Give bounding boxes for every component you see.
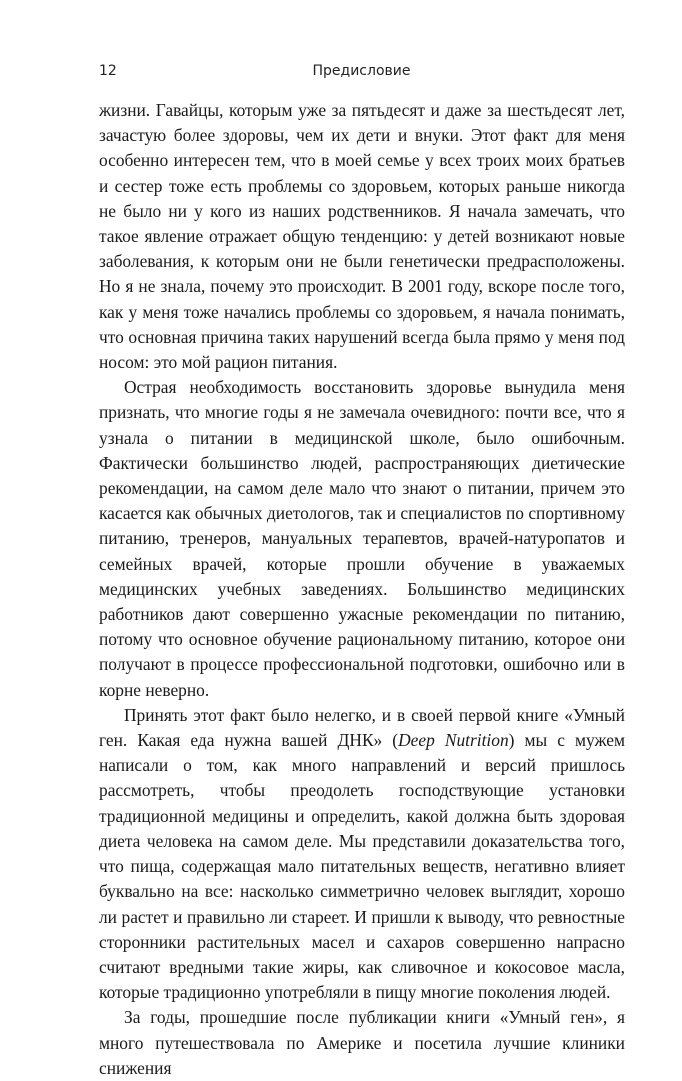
paragraph [99,1005,625,1081]
page-number: 12 [99,63,117,79]
paragraph-text: жизни. Гавайцы, которым уже за пятьдесят и даже за шестьдесят лет, зачастую более здоровы, чем их дети и внуки. Этот факт для меня особенно интересен тем, что в моей семье у всех троих моих братьев и сестер тоже есть проблемы со здоровьем, которых раньше никогда не было ни у кого из наших родственников. Я начала замечать, что такое явление отражает общую тенденцию: у детей возникают новые заболевания, к которым они не были генетически предрасположены. Но я не знала, почему это происходит. В 2001 году, вскоре после того, как у меня тоже начались проблемы со здоровьем, я начала понимать, что основная причина таких нарушений всегда была прямо у меня под носом: это мой рацион питания. [99,100,625,373]
paragraph [99,703,625,1005]
paragraph-text: Острая необходимость восстановить здоровье вынудила меня признать, что многие годы я не замечала очевидного: почти все, что я узнала о питании в медицинской школе, было ошибочным. Фактически большинство людей, распространяющих диетические рекомендации, на самом деле мало что знают о питании, причем это касается как обычных диетологов, так и специалистов по спортивному питанию, тренеров, мануальных терапевтов, врачей-натуропатов и семейных врачей, которые прошли обучение в уважаемых медицинских учебных заведениях. Большинство медицинских работников дают совершенно ужасные рекомендации по питанию, потому что основное обучение рациональному питанию, которое они получают в процессе профессиональной подготовки, ошибочно или в корне неверно. [99,377,625,700]
paragraph-text: Принять этот факт было нелегко, и в своей первой книге «Умный ген. Какая еда нужна вашей ДНК» ( [99,704,625,751]
book-title-italic: Deep Nutrition [398,730,509,751]
page-header [99,63,624,85]
paragraph-text: ) мы с мужем написали о том, как много направлений и версий пришлось рассмотреть, чтобы преодолеть господствующие установки традиционной медицины и определить, какой должна быть здоровая диета человека на самом деле. Мы представили доказательства того, что пища, содержащая мало питательных веществ, негативно влияет буквально на все: насколько симметрично человек выглядит, хорошо ли растет и правильно ли стареет. И пришли к выводу, что ревностные сторонники растительных масел и сахаров совершенно напрасно считают вредными такие жиры, как сливочное и кокосовое масла, которые традиционно употребляли в пищу многие поколения людей. [99,730,625,1003]
paragraph-text: За годы, прошедшие после публикации книги «Умный ген», я много путешествовала по Америке и посетила лучшие клиники снижения [99,1007,625,1078]
paragraph [99,375,625,703]
body-text [99,98,625,1081]
paragraph [99,98,625,375]
running-head: Предисловие [312,63,411,79]
